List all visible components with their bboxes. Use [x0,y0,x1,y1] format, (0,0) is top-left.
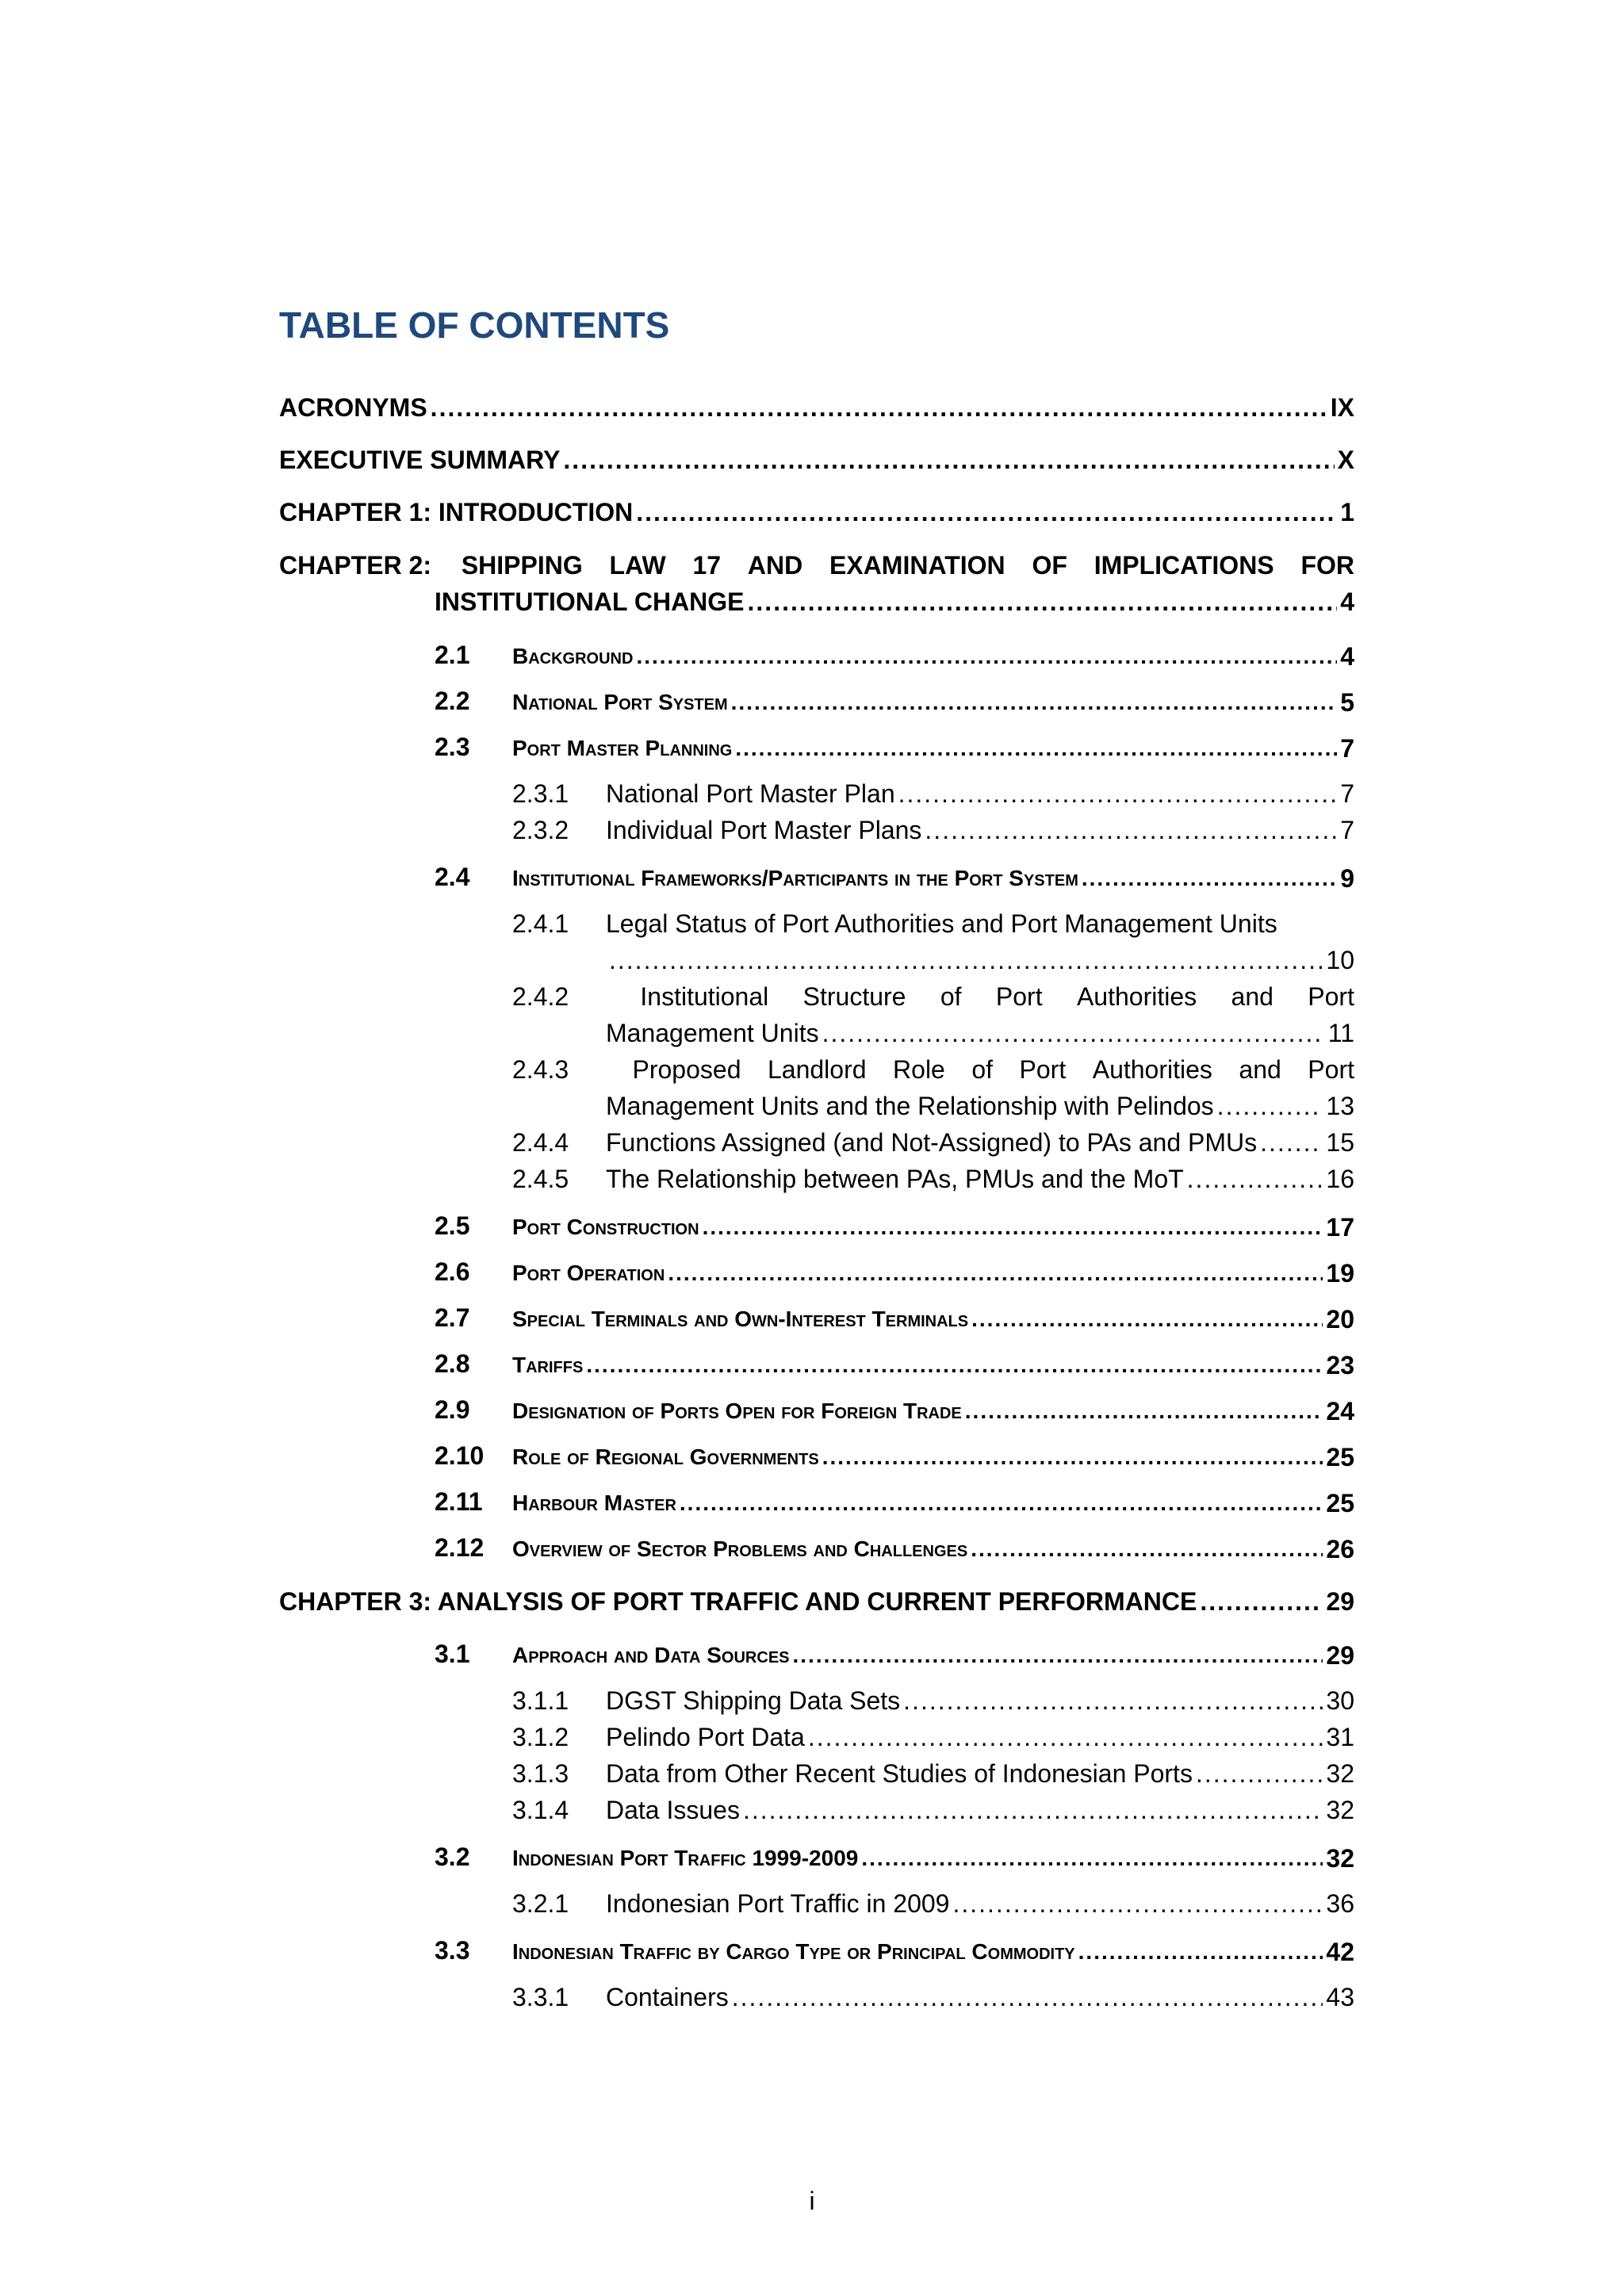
toc-entry-chapter-1[interactable] [279,495,1354,530]
toc-page-number: 25 [1326,1489,1354,1517]
section-number: 2.8 [435,1349,470,1378]
toc-entry-label: CHAPTER 3: ANALYSIS OF PORT TRAFFIC AND CURRENT PERFORMANCE [279,1587,1197,1616]
toc-page-number: 25 [1326,1443,1354,1471]
toc-entry-label: DGST Shipping Data Sets [606,1686,901,1715]
subsection-number: 2.3.1 [512,779,569,808]
dot-leader [808,1719,1323,1755]
title-word: of [971,1055,994,1084]
toc-entry-label: National Port System [512,690,728,714]
toc-page-number: 4 [1340,587,1354,616]
title-word: OF [1032,551,1067,580]
dot-leader [903,1682,1323,1719]
toc-page-number: 24 [1326,1397,1354,1425]
dot-leader [822,1440,1323,1475]
toc-entry-subsection[interactable] [512,1161,1354,1197]
subsection-number: 2.3.2 [512,816,569,844]
toc-entry-subsection[interactable] [512,905,1354,978]
toc-page-number: 19 [1326,1259,1354,1288]
toc-page-number: 7 [1340,779,1354,808]
subsection-number: 2.4.1 [512,909,569,938]
title-word: EXAMINATION [829,551,1005,580]
dot-leader [563,442,1334,477]
section-number: 2.7 [435,1303,470,1332]
toc-entry-section[interactable] [435,1208,1354,1245]
toc-entry-label: Background [512,644,634,668]
toc-page-number: 26 [1326,1535,1354,1563]
toc-entry-label: CHAPTER 1: INTRODUCTION [279,498,634,526]
title-word: and [1231,982,1274,1011]
dot-leader [636,639,1337,674]
subsection-number: 2.4.4 [512,1128,569,1157]
subsection-number: 2.4.2 [512,982,569,1011]
page-number-footer: i [809,2187,815,2215]
section-number: 3.2 [435,1843,470,1871]
section-number: 2.10 [435,1441,485,1470]
toc-entry-section[interactable] [435,1484,1354,1521]
section-number: 2.12 [435,1533,485,1562]
title-word: Landlord [767,1055,867,1084]
toc-entry-section[interactable] [435,1346,1354,1383]
dot-leader [1200,1584,1323,1619]
dot-leader [703,1210,1323,1245]
toc-page-number: 7 [1340,734,1354,763]
toc-entry-label: Designation of Ports Open for Foreign Trade [512,1399,962,1423]
title-word: Port [1308,1055,1354,1084]
title-word: AND [747,551,803,580]
toc-entry-label: Pelindo Port Data [606,1723,805,1751]
dot-leader [668,1256,1323,1291]
toc-page-number: 31 [1326,1723,1354,1751]
toc-entry-subsection[interactable] [512,1051,1354,1124]
dot-leader [609,942,1323,978]
dot-leader [965,1394,1323,1429]
toc-page-number: 7 [1340,816,1354,844]
toc-entry-subsection[interactable] [512,1755,1354,1792]
toc-entry-section[interactable] [435,1839,1354,1876]
toc-entry-subsection[interactable] [512,1682,1354,1719]
dot-leader [586,1348,1323,1383]
title-word: Role [893,1055,945,1084]
toc-entry-label: Port Master Planning [512,736,733,760]
toc-entry-section[interactable] [435,1254,1354,1291]
title-word: of [940,982,962,1011]
toc-entry-chapter-2[interactable] [279,547,1354,620]
toc-entry-chapter-3[interactable] [279,1584,1354,1619]
toc-entry-subsection[interactable] [512,978,1354,1051]
toc-page-number: 29 [1326,1587,1354,1616]
subsection-number: 3.3.1 [512,1983,569,2011]
toc-entry-label: Overview of Sector Problems and Challenges [512,1536,968,1561]
dot-leader [925,812,1337,848]
toc-entry-label: Institutional Frameworks/Participants in the Port System [512,866,1078,890]
toc-page-number: 29 [1326,1641,1354,1670]
toc-page-number: 30 [1326,1686,1354,1715]
title-word: SHIPPING [461,551,583,580]
toc-entry-label: Individual Port Master Plans [606,816,922,844]
toc-entry-section[interactable] [435,683,1354,720]
toc-page-number: 36 [1326,1889,1354,1918]
title-word: Port [1308,982,1354,1011]
title-word: and [1239,1055,1281,1084]
section-number: 2.2 [435,687,470,715]
title-word: Port [995,982,1043,1011]
toc-entry-label: Approach and Data Sources [512,1643,790,1667]
dot-leader [1082,861,1337,896]
section-number: 2.5 [435,1211,470,1240]
toc-page-number: 17 [1326,1213,1354,1242]
toc-page-number: 4 [1340,642,1354,671]
toc-entry-label: Indonesian Traffic by Cargo Type or Principal Commodity [512,1939,1075,1964]
subsection-number: 3.1.1 [512,1686,569,1715]
toc-page-number: 11 [1327,1019,1354,1047]
toc-page-number: 32 [1326,1759,1354,1788]
toc-entry-acronyms[interactable] [279,390,1354,425]
toc-page-number: 13 [1326,1092,1354,1120]
toc-page-number: 9 [1340,864,1354,893]
dot-leader [1187,1161,1323,1197]
toc-entry-subsection[interactable] [512,1792,1354,1828]
dot-leader [680,1486,1323,1521]
section-number: 2.11 [435,1487,483,1516]
toc-entry-label: Functions Assigned (and Not-Assigned) to PAs and PMUs [606,1128,1258,1157]
title-word: Structure [802,982,906,1011]
subsection-number: 3.2.1 [512,1889,569,1918]
dot-leader [731,685,1338,720]
section-number: 2.3 [435,733,470,761]
dot-leader [431,390,1327,425]
toc-page-number: 32 [1326,1844,1354,1873]
dot-leader [971,1532,1323,1567]
subsection-number: 2.4.3 [512,1055,569,1084]
toc-entry-section[interactable] [435,637,1354,674]
toc-page-number: 5 [1340,688,1354,717]
toc-entry-label: Port Operation [512,1261,665,1285]
dot-leader [735,731,1337,766]
toc-entry-section[interactable] [435,729,1354,766]
subsection-number: 3.1.4 [512,1796,569,1824]
section-number: 2.4 [435,863,470,891]
title-word: 17 [692,551,722,580]
page-title: TABLE OF CONTENTS [279,304,670,346]
toc-page-number: 15 [1326,1128,1354,1157]
toc-page-number: 16 [1326,1165,1354,1193]
title-word: IMPLICATIONS [1094,551,1274,580]
dot-leader [971,1302,1323,1337]
section-number: 2.1 [435,641,470,669]
toc-entry-section[interactable] [435,1300,1354,1337]
toc-entry-section[interactable] [435,1438,1354,1475]
toc-entry-label: Special Terminals and Own-Interest Terminals [512,1307,969,1331]
toc-entry-label: Data Issues [606,1796,740,1824]
title-word: Institutional [640,982,769,1011]
toc-page-number: X [1337,446,1354,474]
toc-entry-label: Legal Status of Port Authorities and Port Management Units [606,909,1277,938]
toc-entry-label: The Relationship between PAs, PMUs and the MoT [606,1165,1184,1193]
dot-leader [952,1885,1323,1922]
toc-entry-section[interactable] [435,1933,1354,1969]
toc-entry-label: Harbour Master [512,1490,676,1515]
toc-entry-label: Management Units and the Relationship with Pelindos [606,1092,1214,1120]
dot-leader [1078,1934,1323,1969]
toc-entry-label: ACRONYMS [279,393,427,422]
title-word: LAW [609,551,666,580]
dot-leader [748,584,1338,620]
toc-entry-section[interactable] [435,859,1354,896]
dot-leader [1217,1088,1323,1124]
toc-entry-label: Port Construction [512,1215,699,1239]
title-word: FOR [1300,551,1354,580]
toc-entry-label: Containers [606,1983,729,2011]
dot-leader [861,1841,1323,1876]
dot-leader [1260,1124,1323,1161]
title-word: Authorities [1092,1055,1212,1084]
toc-entry-section[interactable] [435,1392,1354,1429]
dot-leader [732,1979,1323,2015]
toc-page [279,301,1354,2015]
toc-entry-subsection[interactable] [512,1719,1354,1755]
toc-entry-subsection[interactable] [512,1124,1354,1161]
subsection-number: 3.1.3 [512,1759,569,1788]
toc-page-number: IX [1330,393,1354,422]
toc-entry-subsection[interactable] [512,775,1354,812]
section-number: 3.1 [435,1640,470,1668]
toc-entry-section[interactable] [435,1636,1354,1673]
toc-entry-label: Data from Other Recent Studies of Indonesian Ports [606,1759,1193,1788]
section-number: 3.3 [435,1936,470,1965]
dot-leader [793,1638,1323,1673]
toc-entry-section[interactable] [435,1530,1354,1567]
dot-leader [822,1015,1325,1051]
toc-page-number: 1 [1340,498,1354,526]
toc-page-number: 10 [1326,946,1354,974]
toc-entry-label: EXECUTIVE SUMMARY [279,446,561,474]
toc-entry-subsection[interactable] [512,1979,1354,2015]
toc-entry-label: INSTITUTIONAL CHANGE [435,587,745,616]
toc-page-number: 32 [1326,1796,1354,1824]
subsection-number: 3.1.2 [512,1723,569,1751]
toc-entry-subsection[interactable] [512,812,1354,848]
toc-entry-label: National Port Master Plan [606,779,895,808]
toc-entry-label: Indonesian Port Traffic in 2009 [606,1889,950,1918]
toc-entry-executive-summary[interactable] [279,442,1354,477]
dot-leader [636,495,1337,530]
section-number: 2.6 [435,1257,470,1286]
toc-entry-subsection[interactable] [512,1885,1354,1922]
toc-page-number: 42 [1326,1938,1354,1966]
title-word: Proposed [632,1055,741,1084]
subsection-number: 2.4.5 [512,1165,569,1193]
toc-page-number: 20 [1326,1305,1354,1334]
toc-entry-label: Management Units [606,1019,819,1047]
dot-leader [1196,1755,1323,1792]
toc-entry-label: Tariffs [512,1353,584,1377]
title-word: Port [1019,1055,1067,1084]
dot-leader [743,1792,1323,1828]
toc-entry-label: Role of Regional Governments [512,1445,819,1469]
section-number: 2.9 [435,1395,470,1424]
toc-page-number: 43 [1326,1983,1354,2011]
chapter-number: CHAPTER 2: [279,551,432,580]
toc-page-number: 23 [1326,1351,1354,1380]
title-word: Authorities [1076,982,1197,1011]
dot-leader [898,775,1338,812]
toc-entry-label: Indonesian Port Traffic 1999-2009 [512,1846,859,1870]
